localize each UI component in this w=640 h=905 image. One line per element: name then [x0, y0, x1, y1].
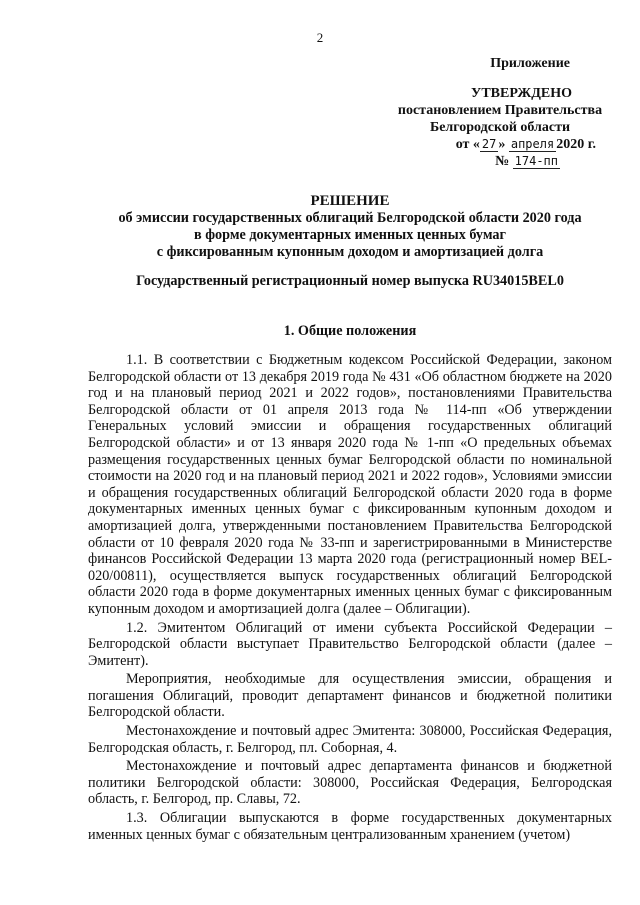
- page-number: 2: [316, 30, 324, 45]
- paragraph-1-1: 1.1. В соответствии с Бюджетным кодексом Российской Федерации, законом Белгородской области от 13 декабря 2019 года № 431 «Об областном бюджете на 2020 год и на плановый период 2021 и 2022 годов», постановлениями Правительства Белгородской области от 01 апреля 2013 года № 114-пп «Об утверждении Генеральных условий эмиссии и обращения государственных облигаций Белгородской области» и от 13 января 2020 года № 1-пп «О предельных объемах размещения государственных ценных бумаг Белгородской области по номинальной стоимости на 2020 год и на плановый период 2021 и 2022 годов», Условиями эмиссии и обращения государственных облигаций Белгородской области 2020 года в форме документарных именных ценных бумаг с фиксированным купонным доходом и амортизацией долга, утвержденными постановлением Правительства Белгородской области от 10 февраля 2020 года № 33-пп и зарегистрированными в Министерстве финансов Российской Федерации 13 марта 2020 года (регистрационный номер BEL-020/00811), осуществляется выпуск государственных облигаций Белгородской области 2020 года в форме документарных именных ценных бумаг с фиксированным купонным доходом и амортизацией долга (далее – Облигации).: [88, 352, 612, 617]
- document-body: [88, 352, 612, 845]
- paragraph-activities: Мероприятия, необходимые для осуществления эмиссии, обращения и погашения Облигаций, проводит департамент финансов и бюджетной политики Белгородской области.: [88, 671, 612, 721]
- appendix-label: Приложение: [490, 56, 570, 71]
- number-prefix: №: [495, 154, 513, 169]
- paragraph-1-2: 1.2. Эмитентом Облигаций от имени субъекта Российской Федерации – Белгородской области выступает Правительство Белгородской области (далее – Эмитент).: [88, 619, 612, 669]
- date-mid: »: [498, 137, 509, 152]
- date-day: 27: [481, 137, 497, 151]
- paragraph-1-3: 1.3. Облигации выпускаются в форме государственных документарных именных ценных бумаг с обязательным централизованным хранением (учетом): [88, 810, 612, 843]
- number-value: 174-пп: [514, 154, 558, 168]
- date-month: апреля: [510, 137, 555, 151]
- paragraph-issuer-address: Местонахождение и почтовый адрес Эмитента: 308000, Российская Федерация, Белгородская область, г. Белгород, пл. Соборная, 4.: [88, 723, 612, 756]
- title-line-3: с фиксированным купонным доходом и амортизацией долга: [156, 244, 544, 260]
- decision-title: [80, 193, 620, 261]
- section-heading: 1. Общие положения: [283, 323, 417, 339]
- approval-date: [380, 136, 620, 153]
- approval-line-2: Белгородской области: [429, 120, 571, 135]
- approval-number: [380, 153, 620, 170]
- approval-block: [380, 55, 620, 170]
- date-prefix: от «: [455, 137, 480, 152]
- approved-label: УТВЕРЖДЕНО: [471, 86, 572, 101]
- paragraph-department-address: Местонахождение и почтовый адрес департамента финансов и бюджетной политики Белгородской области: 308000, Российская Федерация, Белгородская область, г. Белгород, пр. Славы, 72.: [88, 758, 612, 808]
- approval-line-1: постановлением Правительства: [397, 103, 603, 118]
- date-year: 2020 г.: [556, 137, 596, 152]
- title-line-2: в форме документарных именных ценных бумаг: [194, 227, 506, 243]
- title-main: РЕШЕНИЕ: [310, 193, 390, 209]
- title-line-1: об эмиссии государственных облигаций Белгородской области 2020 года: [118, 210, 582, 226]
- registration-number: Государственный регистрационный номер выпуска RU34015BEL0: [136, 273, 564, 289]
